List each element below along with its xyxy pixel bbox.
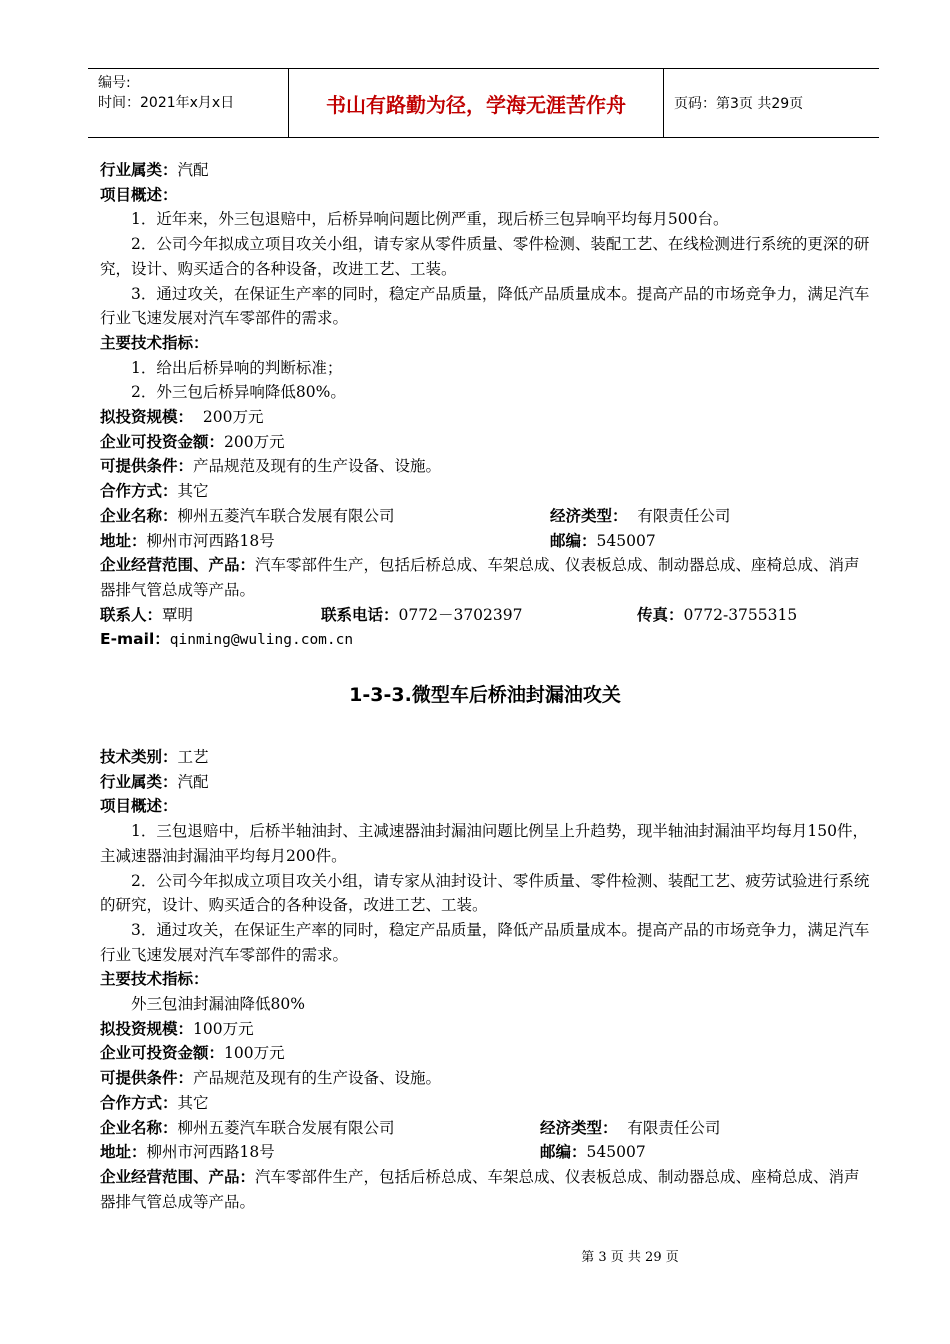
scope-line: 企业经营范围、产品：汽车零部件生产，包括后桥总成、车架总成、仪表板总成、制动器总成、座椅总成、消声器排气管总成等产品。 [100,556,860,599]
conditions-line: 可提供条件：产品规范及现有的生产设备、设施。 [100,1069,442,1088]
coop-line: 合作方式：其它 [100,1093,209,1112]
tech-type-line: 技术类别：工艺 [100,748,209,767]
scope-line: 企业经营范围、产品：汽车零部件生产，包括后桥总成、车架总成、仪表板总成、制动器总成、座椅总成、消声器排气管总成等产品。 [100,1167,860,1211]
email-link[interactable]: qinming@wuling.com.cn [169,632,354,649]
overview-item: 1．三包退赔中，后桥半轴油封、主减速器油封漏油问题比例呈上升趋势，现半轴油封漏油平均每月150件，主减速器油封漏油平均每月200件。 [100,822,868,865]
tech-item: 外三包油封漏油降低80% [131,995,305,1014]
invest-line: 拟投资规模：100万元 [100,1019,254,1038]
company-row: 企业名称：柳州五菱汽车联合发展有限公司 经济类型： 有限责任公司 [100,506,731,525]
overview-item: 3．通过攻关，在保证生产率的同时，稳定产品质量，降低产品质量成本。提高产品的市场竞争力，满足汽车行业飞速发展对汽车零部件的需求。 [100,920,870,964]
header-number: 编号: [98,75,131,91]
overview-item: 1．近年来，外三包退赔中，后桥异响问题比例严重，现后桥三包异响平均每月500台。 [131,210,729,229]
coop-line: 合作方式：其它 [100,482,209,501]
page-header [88,68,879,138]
industry-line: 行业属类：汽配 [100,161,209,179]
company-row: 企业名称：柳州五菱汽车联合发展有限公司 经济类型： 有限责任公司 [100,1118,721,1137]
overview-heading: 项目概述： [100,185,178,204]
header-page: 页码：第3页 共29页 [674,96,804,112]
header-time: 时间：2021年x月x日 [98,95,235,111]
tech-item: 2．外三包后桥异响降低80%。 [131,383,346,402]
enterprise-invest-line: 企业可投资金额：100万元 [100,1044,285,1063]
page-footer: 第 3 页 共 29 页 [581,1250,679,1265]
document-body [100,158,870,1214]
conditions-line: 可提供条件：产品规范及现有的生产设备、设施。 [100,457,442,476]
overview-item: 2．公司今年拟成立项目攻关小组，请专家从油封设计、零件质量、零件检测、装配工艺、疲劳试验进行系统的研究，设计、购买适合的各种设备，改进工艺、工装。 [100,871,870,915]
tech-heading: 主要技术指标： [100,333,209,352]
address-row: 地址：柳州市河西路18号 邮编：545007 [100,531,656,550]
invest-line: 拟投资规模： 200万元 [100,408,264,427]
enterprise-invest-line: 企业可投资金额：200万元 [100,432,285,451]
section-title: 1-3-3.微型车后桥油封漏油攻关 [349,684,621,707]
tech-heading: 主要技术指标： [100,970,209,989]
overview-item: 3．通过攻关，在保证生产率的同时，稳定产品质量，降低产品质量成本。提高产品的市场竞争力，满足汽车行业飞速发展对汽车零部件的需求。 [100,284,870,328]
address-row: 地址：柳州市河西路18号 邮编：545007 [100,1143,646,1162]
tech-item: 1．给出后桥异响的判断标准； [131,358,343,377]
contact-row: 联系人：覃明 联系电话：0772－3702397 传真：0772-3755315 [100,605,798,624]
header-motto: 书山有路勤为径，学海无涯苦作舟 [289,69,664,137]
overview-item: 2．公司今年拟成立项目攻关小组，请专家从零件质量、零件检测、装配工艺、在线检测进行系统的更深的研究，设计、购买适合的各种设备，改进工艺、工装。 [100,235,870,278]
header-meta [88,69,289,137]
overview-heading: 项目概述： [100,797,178,816]
industry-line: 行业属类：汽配 [100,772,209,791]
email-line: E-mail：qinming@wuling.com.cn [100,630,354,649]
